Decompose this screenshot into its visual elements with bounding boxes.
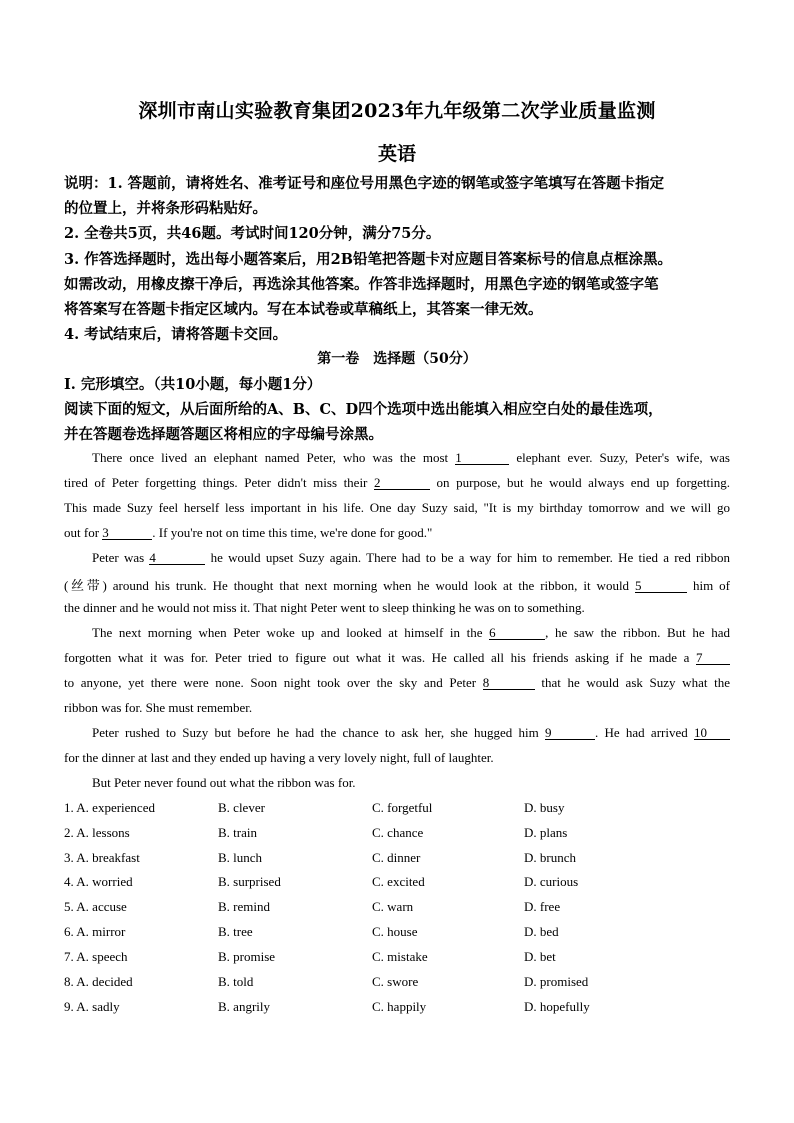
option-b: B. told — [218, 974, 254, 989]
part-title: Ⅰ. 完形填空。（共10小题，每小题1分） — [64, 376, 322, 393]
exam-title: 深圳市南山实验教育集团2023年九年级第二次学业质量监测 — [138, 100, 656, 122]
blank-1: 1 — [455, 451, 509, 465]
option-b: B. surprised — [218, 874, 281, 889]
passage-line: (丝带) around his trunk. He thought that next morning when he would look at the ribbon, it would 5 him of — [64, 578, 730, 593]
option-d: D. free — [524, 899, 561, 914]
option-c: C. forgetful — [372, 800, 433, 815]
blank-2: 2 — [374, 476, 430, 490]
option-c: C. happily — [372, 999, 427, 1014]
option-d: D. promised — [524, 974, 589, 989]
option-c: C. excited — [372, 874, 425, 889]
option-c: C. chance — [372, 825, 424, 840]
directions-line: 阅读下面的短文，从后面所给的A、B、C、D四个选项中选出能填入相应空白处的最佳选项， — [64, 401, 663, 418]
option-a: 8. A. decided — [64, 974, 133, 989]
blank-6: 6 — [489, 626, 545, 640]
passage-line: The next morning when Peter woke up and looked at himself in the 6 , he saw the ribbon. But he had — [92, 625, 730, 640]
option-b: B. angrily — [218, 999, 270, 1014]
instruction-line: 说明：1. 答题前，请将姓名、准考证号和座位号用黑色字迹的钢笔或签字笔填写在答题卡指定 — [64, 175, 665, 192]
passage-line: This made Suzy feel herself less important in his life. One day Suzy said, "It is my birthday tomorrow and we will go — [64, 500, 730, 515]
option-a: 6. A. mirror — [64, 924, 126, 939]
option-d: D. bet — [524, 949, 556, 964]
instruction-line: 将答案写在答题卡指定区域内。写在本试卷或草稿纸上，其答案一律无效。 — [64, 301, 543, 318]
passage-line: the dinner and he would not miss it. That night Peter went to sleep thinking he was on to something. — [64, 600, 585, 615]
option-b: B. tree — [218, 924, 253, 939]
blank-10: 10 — [694, 726, 730, 740]
option-b: B. remind — [218, 899, 270, 914]
blank-8: 8 — [483, 676, 535, 690]
option-a: 1. A. experienced — [64, 800, 155, 815]
passage-line: forgotten what it was for. Peter tried to figure out what it was. He called all his friends asking if he made a 7 — [64, 650, 730, 666]
option-b: B. lunch — [218, 850, 263, 865]
directions-line: 并在答题卷选择题答题区将相应的字母编号涂黑。 — [64, 426, 383, 443]
option-d: D. hopefully — [524, 999, 590, 1014]
passage-line: out for 3 . If you're not on time this time, we're done for good." — [64, 525, 433, 540]
option-c: C. dinner — [372, 850, 421, 865]
option-c: C. house — [372, 924, 418, 939]
blank-4: 4 — [149, 551, 205, 565]
instruction-line: 4. 考试结束后，请将答题卡交回。 — [64, 326, 288, 343]
instruction-line: 如需改动，用橡皮擦干净后，再选涂其他答案。作答非选择题时，用黑色字迹的钢笔或签字笔 — [64, 276, 659, 293]
option-d: D. curious — [524, 874, 579, 889]
option-a: 9. A. sadly — [64, 999, 120, 1014]
passage-line: ribbon was for. She must remember. — [64, 700, 253, 715]
option-c: C. warn — [372, 899, 414, 914]
option-d: D. bed — [524, 924, 559, 939]
instruction-line: 3. 作答选择题时，选出每小题答案后，用2B铅笔把答题卡对应题目答案标号的信息点框涂黑。 — [64, 251, 673, 268]
option-a: 3. A. breakfast — [64, 850, 140, 865]
passage-line: Peter was 4 he would upset Suzy again. There had to be a way for him to remember. He tied a red ribbon — [92, 550, 730, 565]
subject-title: 英语 — [377, 143, 416, 165]
option-c: C. swore — [372, 974, 419, 989]
passage-line: for the dinner at last and they ended up having a very lovely night, full of laughter. — [64, 750, 494, 765]
option-b: B. promise — [218, 949, 276, 964]
option-d: D. brunch — [524, 850, 576, 865]
blank-9: 9 — [545, 726, 595, 740]
option-d: D. plans — [524, 825, 568, 840]
passage-line: tired of Peter forgetting things. Peter didn't miss their 2 on purpose, but he would always end up forgetting. — [64, 475, 730, 490]
option-d: D. busy — [524, 800, 565, 815]
blank-5: 5 — [635, 579, 687, 593]
section-title: 第一卷 选择题（50分） — [317, 351, 477, 367]
blank-3: 3 — [102, 526, 152, 540]
blank-7: 7 — [696, 651, 730, 665]
instruction-line: 的位置上，并将条形码粘贴好。 — [64, 200, 267, 217]
option-a: 2. A. lessons — [64, 825, 130, 840]
option-b: B. clever — [218, 800, 265, 815]
option-c: C. mistake — [372, 949, 428, 964]
option-a: 4. A. worried — [64, 874, 133, 889]
option-a: 7. A. speech — [64, 949, 128, 964]
passage-line: to anyone, yet there were none. Soon night took over the sky and Peter 8 that he would ask Suzy what the — [64, 675, 730, 690]
instruction-line: 2. 全卷共5页，共46题。考试时间120分钟，满分75分。 — [64, 225, 441, 242]
passage-line: There once lived an elephant named Peter, who was the most 1 elephant ever. Suzy, Peter's wife, was — [92, 450, 730, 465]
option-b: B. train — [218, 825, 257, 840]
passage-line: But Peter never found out what the ribbon was for. — [92, 775, 356, 790]
option-a: 5. A. accuse — [64, 899, 127, 914]
passage-line: Peter rushed to Suzy but before he had the chance to ask her, she hugged him 9 . He had arrived 10 — [92, 725, 730, 741]
